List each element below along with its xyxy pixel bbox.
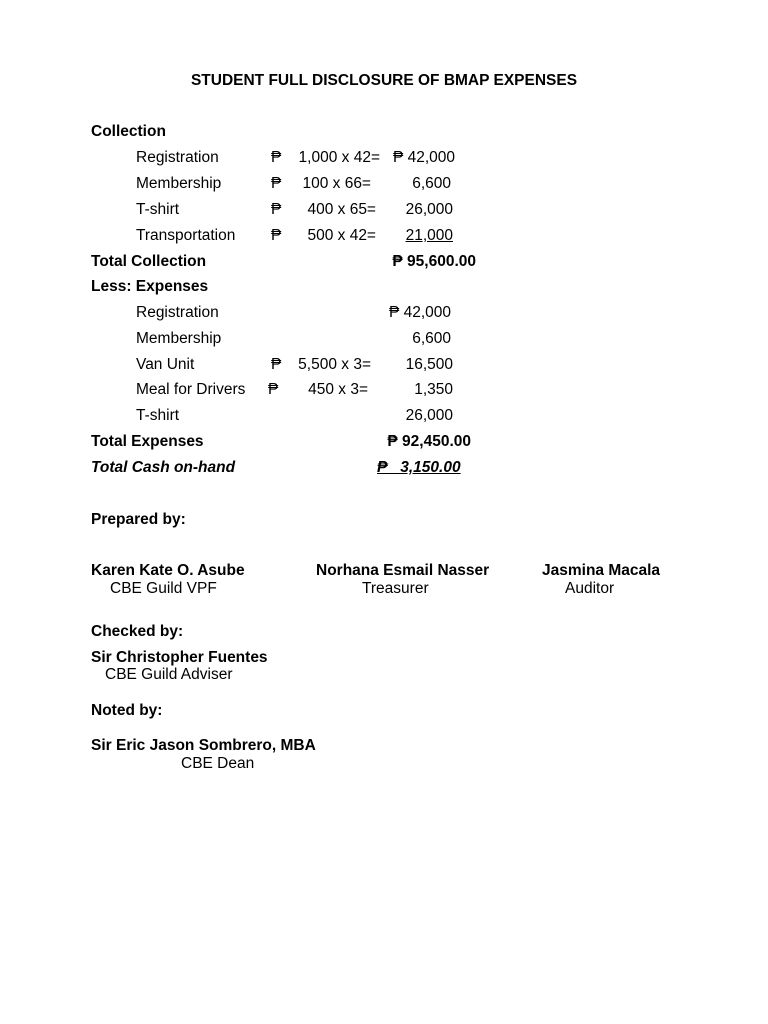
expense-row-label: Registration — [136, 304, 219, 321]
signatory-name: Jasmina Macala — [542, 562, 661, 579]
expense-row-amount: ₱ 42,000 — [388, 304, 451, 321]
document-title: STUDENT FULL DISCLOSURE OF BMAP EXPENSES — [190, 72, 578, 89]
checker-role: CBE Guild Adviser — [105, 666, 233, 683]
collection-row-amount: 6,600 — [412, 175, 451, 192]
expense-row-amount: 6,600 — [412, 330, 451, 347]
collection-row-label: Registration — [136, 149, 219, 166]
total-collection-amount: ₱ 95,600.00 — [392, 253, 476, 270]
peso-sign: ₱ — [268, 381, 279, 398]
peso-sign: ₱ — [271, 227, 282, 244]
collection-row-amount: 26,000 — [405, 201, 453, 218]
expense-row-label: Membership — [136, 330, 222, 347]
total-expenses-label: Total Expenses — [91, 433, 204, 450]
total-expenses-amount: ₱ 92,450.00 — [387, 433, 471, 450]
expense-row-amount: 26,000 — [405, 407, 453, 424]
collection-row-formula: 400 x 65= — [307, 201, 376, 218]
collection-row-label: T-shirt — [136, 201, 180, 218]
checker-name: Sir Christopher Fuentes — [91, 649, 268, 666]
expense-row-label: Van Unit — [136, 356, 195, 373]
expense-row-formula: 450 x 3= — [308, 381, 368, 398]
expenses-heading: Less: Expenses — [91, 278, 209, 295]
collection-row-formula: 500 x 42= — [307, 227, 376, 244]
collection-row-formula: 1,000 x 42= — [298, 149, 380, 166]
peso-sign: ₱ — [271, 149, 282, 166]
checked-by-heading: Checked by: — [91, 623, 184, 640]
collection-row-label: Membership — [136, 175, 222, 192]
collection-row-amount: ₱ 42,000 — [392, 149, 455, 166]
expense-row-label: Meal for Drivers — [136, 381, 246, 398]
signatory-name: Karen Kate O. Asube — [91, 562, 245, 579]
collection-row-formula: 100 x 66= — [302, 175, 371, 192]
peso-sign: ₱ — [271, 356, 282, 373]
expense-row-amount: 1,350 — [414, 381, 453, 398]
expense-row-amount: 16,500 — [405, 356, 453, 373]
peso-sign: ₱ — [271, 201, 282, 218]
total-collection-label: Total Collection — [91, 253, 207, 270]
prepared-by-heading: Prepared by: — [91, 511, 186, 528]
collection-row-amount: 21,000 — [405, 227, 453, 244]
signatory-role: Auditor — [565, 580, 615, 597]
noter-role: CBE Dean — [181, 755, 255, 772]
collection-row-label: Transportation — [136, 227, 236, 244]
expense-row-label: T-shirt — [136, 407, 180, 424]
signatory-role: Treasurer — [362, 580, 429, 597]
cash-on-hand-label: Total Cash on-hand — [91, 459, 236, 476]
cash-on-hand-amount: ₱ 3,150.00 — [377, 459, 461, 476]
peso-sign: ₱ — [271, 175, 282, 192]
noted-by-heading: Noted by: — [91, 702, 163, 719]
collection-heading: Collection — [91, 123, 166, 140]
expense-row-formula: 5,500 x 3= — [298, 356, 371, 373]
signatory-name: Norhana Esmail Nasser — [316, 562, 490, 579]
noter-name: Sir Eric Jason Sombrero, MBA — [91, 737, 316, 754]
signatory-role: CBE Guild VPF — [110, 580, 217, 597]
